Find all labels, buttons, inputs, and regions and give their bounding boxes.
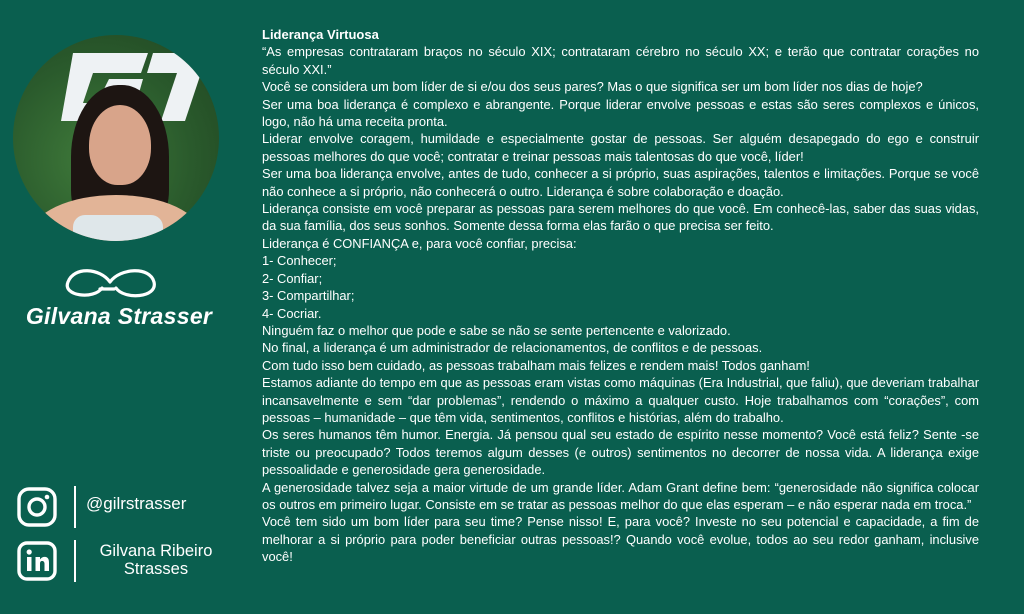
paragraph: Liderar envolve coragem, humildade e especialmente gostar de pessoas. Ser alguém desapegado do ego e construir pessoas melhores do que você; contratar e treinar pessoas mais talentosas do que você, líder! xyxy=(262,131,979,164)
linkedin-name[interactable] xyxy=(86,542,226,578)
person-face xyxy=(89,105,151,185)
list-item: 2- Confiar; xyxy=(262,270,323,286)
paragraph: Você tem sido um bom líder para seu time? Pense nisso! E, para você? Investe no seu potencial e capacidade, a fim de melhorar a si próprio para poder beneficiar outras pessoas!? Quando você evolue, todos ao seu redor ganham, inclusive você! xyxy=(262,514,979,565)
paragraph: No final, a liderança é um administrador de relacionamentos, de conflitos e de pessoas. xyxy=(262,340,763,356)
paragraph: Liderança é CONFIANÇA e, para você confiar, precisa: xyxy=(262,235,577,251)
instagram-icon[interactable] xyxy=(16,486,58,528)
paragraph: Ser uma boa liderança envolve, antes de tudo, conhecer a si próprio, suas aspirações, talentos e limitações. Porque se você não conhece a si próprio, não conhecerá o outro. Liderança é sobre colaboração e doação. xyxy=(262,166,979,199)
paragraph: A generosidade talvez seja a maior virtude de um grande líder. Adam Grant define bem: “generosidade não significa colocar os outros em primeiro lugar. Consiste em se tratar as pessoas melhor do que elas esperam – e não esperar nada em troca.” xyxy=(262,479,979,512)
list-item: 4- Cocriar. xyxy=(262,305,322,321)
paragraph: “As empresas contrataram braços no século XIX; contrataram cérebro no século XX; e terão que contratar corações no século XXI.” xyxy=(262,44,979,77)
paragraph: Liderança consiste em você preparar as pessoas para serem melhores do que você. Em conhecê-las, saber das suas vidas, da sua família, dos seus sonhos. Somente dessa forma elas farão o que precisa ser feito. xyxy=(262,201,979,234)
paragraph: Ninguém faz o melhor que pode e sabe se não se sente pertencente e valorizado. xyxy=(262,322,731,338)
divider xyxy=(74,486,76,528)
paragraph: Você se considera um bom líder de si e/ou dos seus pares? Mas o que significa ser um bom líder nos dias de hoje? xyxy=(262,79,923,95)
instagram-handle[interactable]: @gilrstrasser xyxy=(86,494,187,513)
linkedin-contact[interactable] xyxy=(16,540,246,584)
linkedin-name-line1: Gilvana Ribeiro xyxy=(99,542,213,560)
paragraph: Estamos adiante do tempo em que as pessoas eram vistas como máquinas (Era Industrial, que faliu), que deveriam trabalhar incansavelmente e sem “dar problemas”, rendendo o máximo a qualquer custo. Hoje trabalhamos com “corações”, com pessoas – humanidade – que têm vida, sentimentos, conflitos e histórias, além do trabalho. xyxy=(262,375,979,425)
paragraph: Os seres humanos têm humor. Energia. Já pensou qual seu estado de espírito nesse momento? Você está feliz? Sente -se triste ou preocupado? Todos teremos algum desses (e outros) sentimentos no decorrer de nossa vida. A liderança exige pessoalidade e generosidade gera generosidade. xyxy=(262,427,979,478)
divider xyxy=(74,540,76,582)
instagram-contact[interactable] xyxy=(16,486,246,530)
linkedin-icon[interactable] xyxy=(16,540,58,582)
infinity-logo-icon xyxy=(54,262,166,302)
list-item: 3- Compartilhar; xyxy=(262,288,355,304)
paragraph: Ser uma boa liderança é complexo e abrangente. Porque liderar envolve pessoas e estas são seres complexos e únicos, logo, não há uma receita pronta. xyxy=(262,96,979,130)
paragraph: Com tudo isso bem cuidado, as pessoas trabalham mais felizes e rendem mais! Todos ganham! xyxy=(262,357,810,373)
list-item: 1- Conhecer; xyxy=(262,253,337,269)
person-top xyxy=(73,215,163,241)
brand-name: Gilvana Strasser xyxy=(25,303,213,329)
sidebar xyxy=(0,0,250,614)
profile-photo xyxy=(13,35,219,241)
article-title: Liderança Virtuosa xyxy=(262,27,379,42)
linkedin-name-line2: Strasses xyxy=(123,560,189,578)
article xyxy=(262,26,979,566)
